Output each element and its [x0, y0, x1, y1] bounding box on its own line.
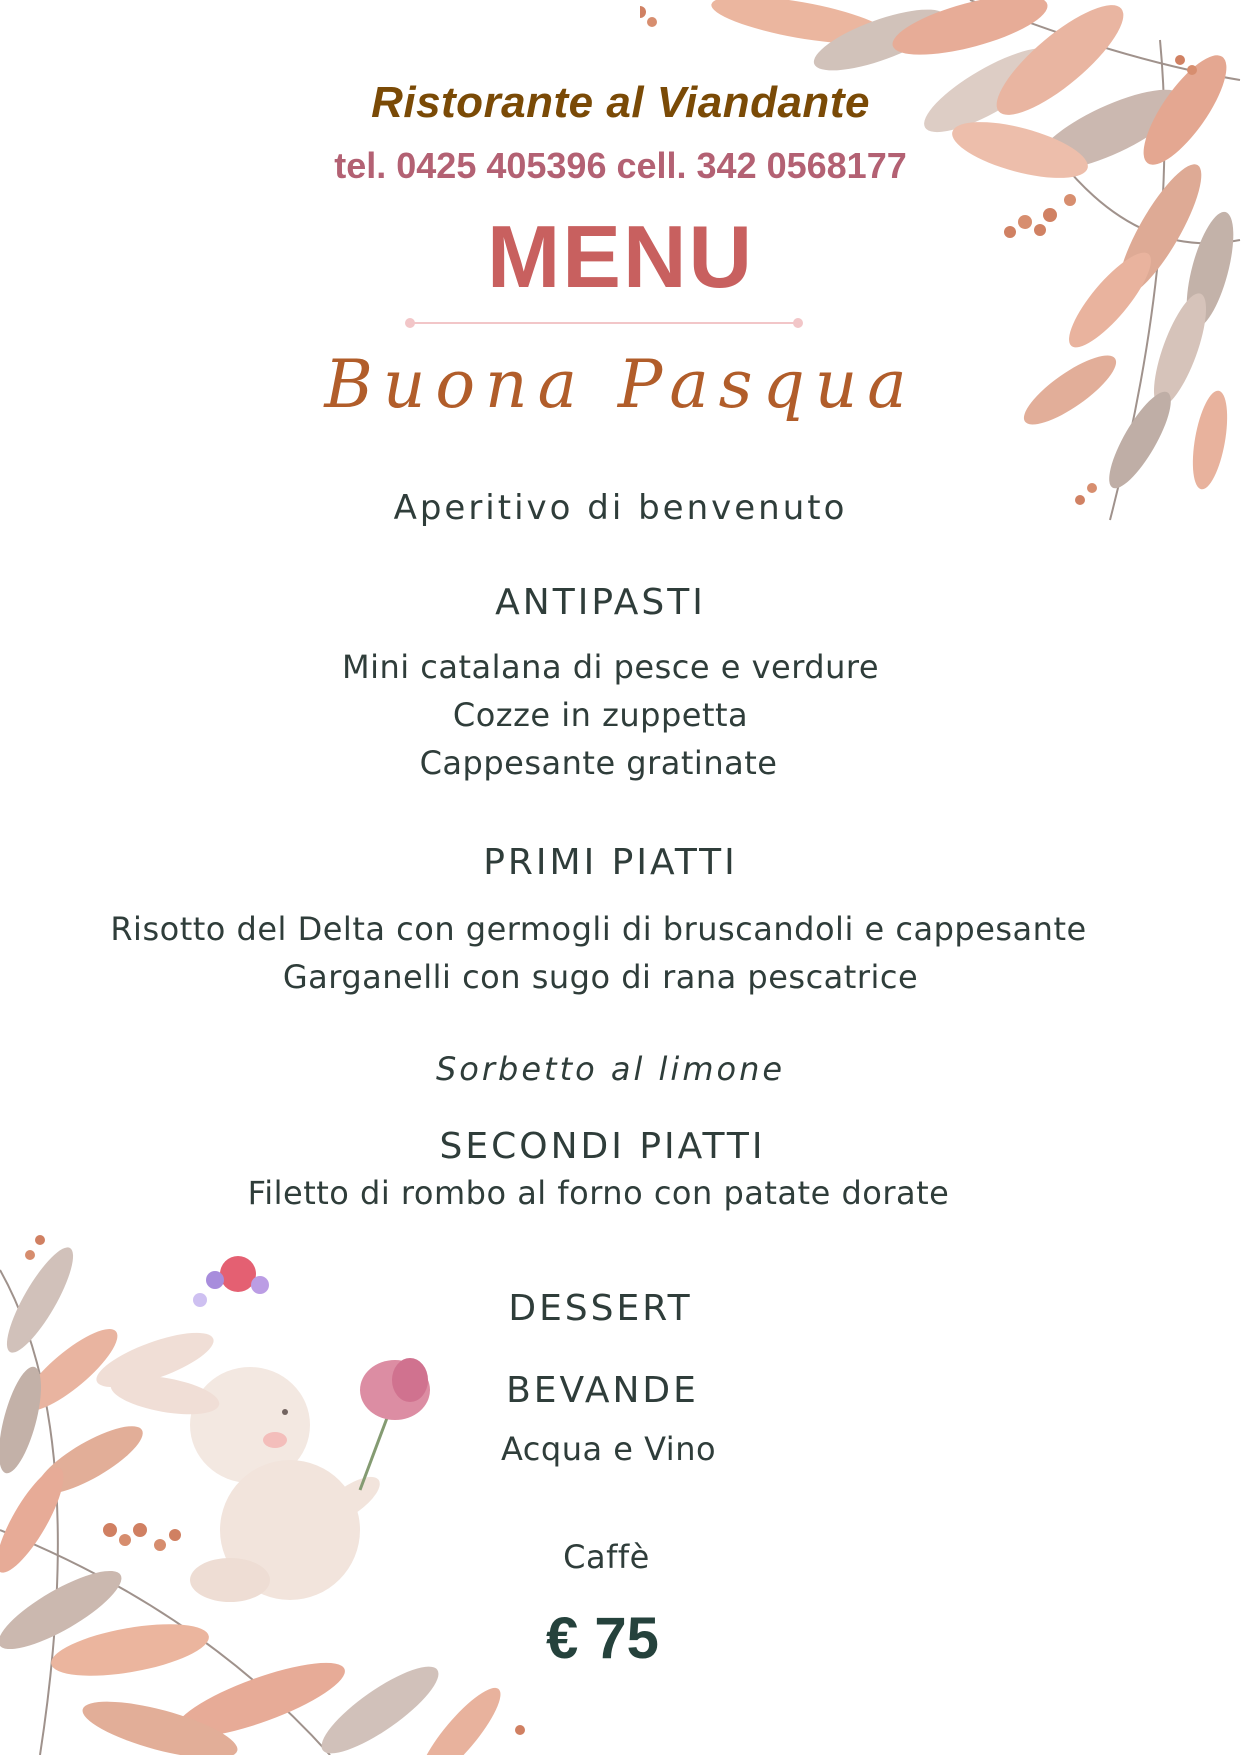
primi-item: Garganelli con sugo di rana pescatrice	[282, 958, 919, 996]
primi-heading: PRIMI PIATTI	[483, 842, 738, 883]
divider-dot-left	[405, 318, 415, 328]
antipasti-item: Cozze in zuppetta	[452, 696, 749, 734]
divider-dot-right	[793, 318, 803, 328]
menu-price: € 75	[546, 1606, 659, 1671]
primi-item: Risotto del Delta con germogli di bruscandoli e cappesante	[110, 910, 1087, 948]
title-divider	[410, 322, 798, 324]
antipasti-heading: ANTIPASTI	[495, 582, 706, 623]
restaurant-name: Ristorante al Viandante	[371, 78, 870, 127]
coffee-item: Caffè	[563, 1538, 650, 1576]
phone-numbers: tel. 0425 405396 cell. 342 0568177	[334, 145, 907, 186]
secondi-heading: SECONDI PIATTI	[439, 1126, 766, 1167]
menu-title: MENU	[486, 207, 755, 306]
easter-greeting: Buona Pasqua	[324, 346, 917, 423]
bevande-item: Acqua e Vino	[500, 1430, 717, 1468]
welcome-aperitif: Aperitivo di benvenuto	[393, 488, 848, 528]
secondi-item: Filetto di rombo al forno con patate dorate	[247, 1174, 950, 1212]
bevande-heading: BEVANDE	[506, 1370, 699, 1411]
antipasti-item: Mini catalana di pesce e verdure	[341, 648, 880, 686]
antipasti-item: Cappesante gratinate	[419, 744, 778, 782]
sorbet-course: Sorbetto al limone	[435, 1050, 786, 1088]
dessert-heading: DESSERT	[508, 1288, 693, 1329]
